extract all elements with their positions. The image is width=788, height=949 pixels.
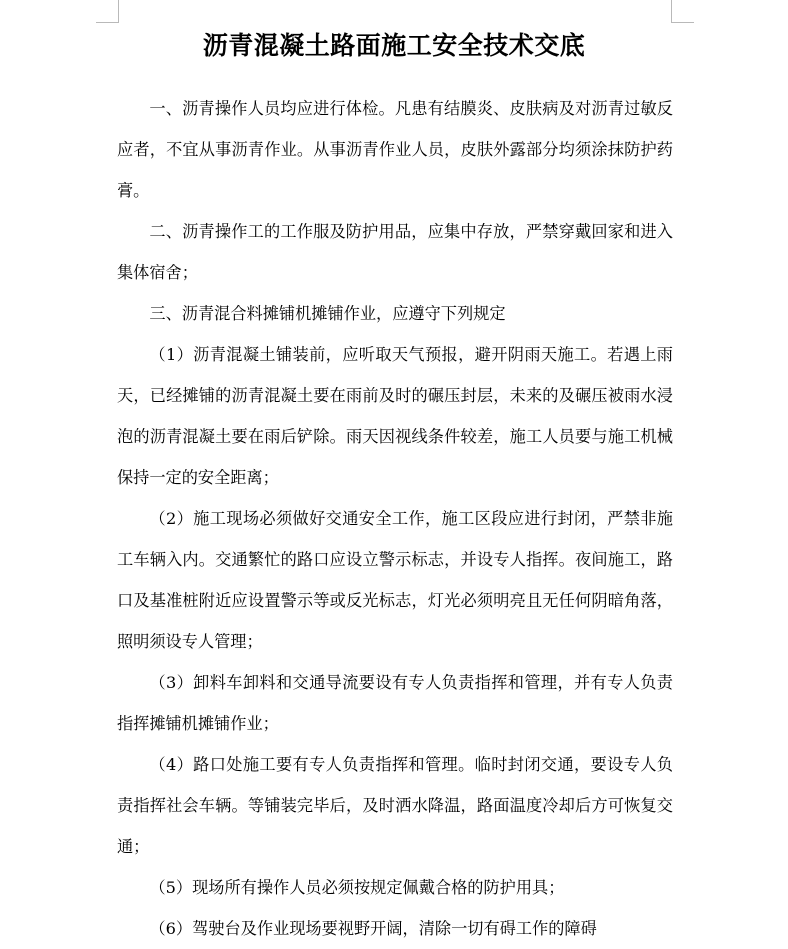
paragraph: （2）施工现场必须做好交通安全工作，施工区段应进行封闭，严禁非施工车辆入内。交通繁忙的路口应设立警示标志，并设专人指挥。夜间施工，路口及基准桩附近应设置警示等或反光标志，灯光必须明亮且无任何阴暗角落，照明须设专人管理； <box>117 509 673 651</box>
paragraph: 三、沥青混合料摊铺机摊铺作业，应遵守下列规定 <box>149 304 506 323</box>
document-title: 沥青混凝土路面施工安全技术交底 <box>202 31 586 60</box>
paragraph: （4）路口处施工要有专人负责指挥和管理。临时封闭交通，要设专人负责指挥社会车辆。等铺装完毕后，及时洒水降温，路面温度冷却后方可恢复交通； <box>117 755 673 856</box>
page-corner-mark-top-right <box>671 0 694 23</box>
paragraph: （3）卸料车卸料和交通导流要设有专人负责指挥和管理，并有专人负责指挥摊铺机摊铺作业； <box>117 673 673 733</box>
paragraph: （5）现场所有操作人员必须按规定佩戴合格的防护用具； <box>149 878 565 897</box>
page-corner-mark-top-left <box>96 0 119 23</box>
paragraph: （1）沥青混凝土铺装前，应听取天气预报，避开阴雨天施工。若遇上雨天，已经摊铺的沥青混凝土要在雨前及时的碾压封层，未来的及碾压被雨水浸泡的沥青混凝土要在雨后铲除。雨天因视线条件较差，施工人员要与施工机械保持一定的安全距离； <box>117 345 673 487</box>
paragraph: 一、沥青操作人员均应进行体检。凡患有结膜炎、皮肤病及对沥青过敏反应者，不宜从事沥青作业。从事沥青作业人员，皮肤外露部分均须涂抹防护药膏。 <box>117 99 673 200</box>
paragraph: （6）驾驶台及作业现场要视野开阔，清除一切有碍工作的障碍 <box>149 919 597 938</box>
paragraph: 二、沥青操作工的工作服及防护用品，应集中存放，严禁穿戴回家和进入集体宿舍； <box>117 222 673 282</box>
document-body <box>117 88 673 949</box>
